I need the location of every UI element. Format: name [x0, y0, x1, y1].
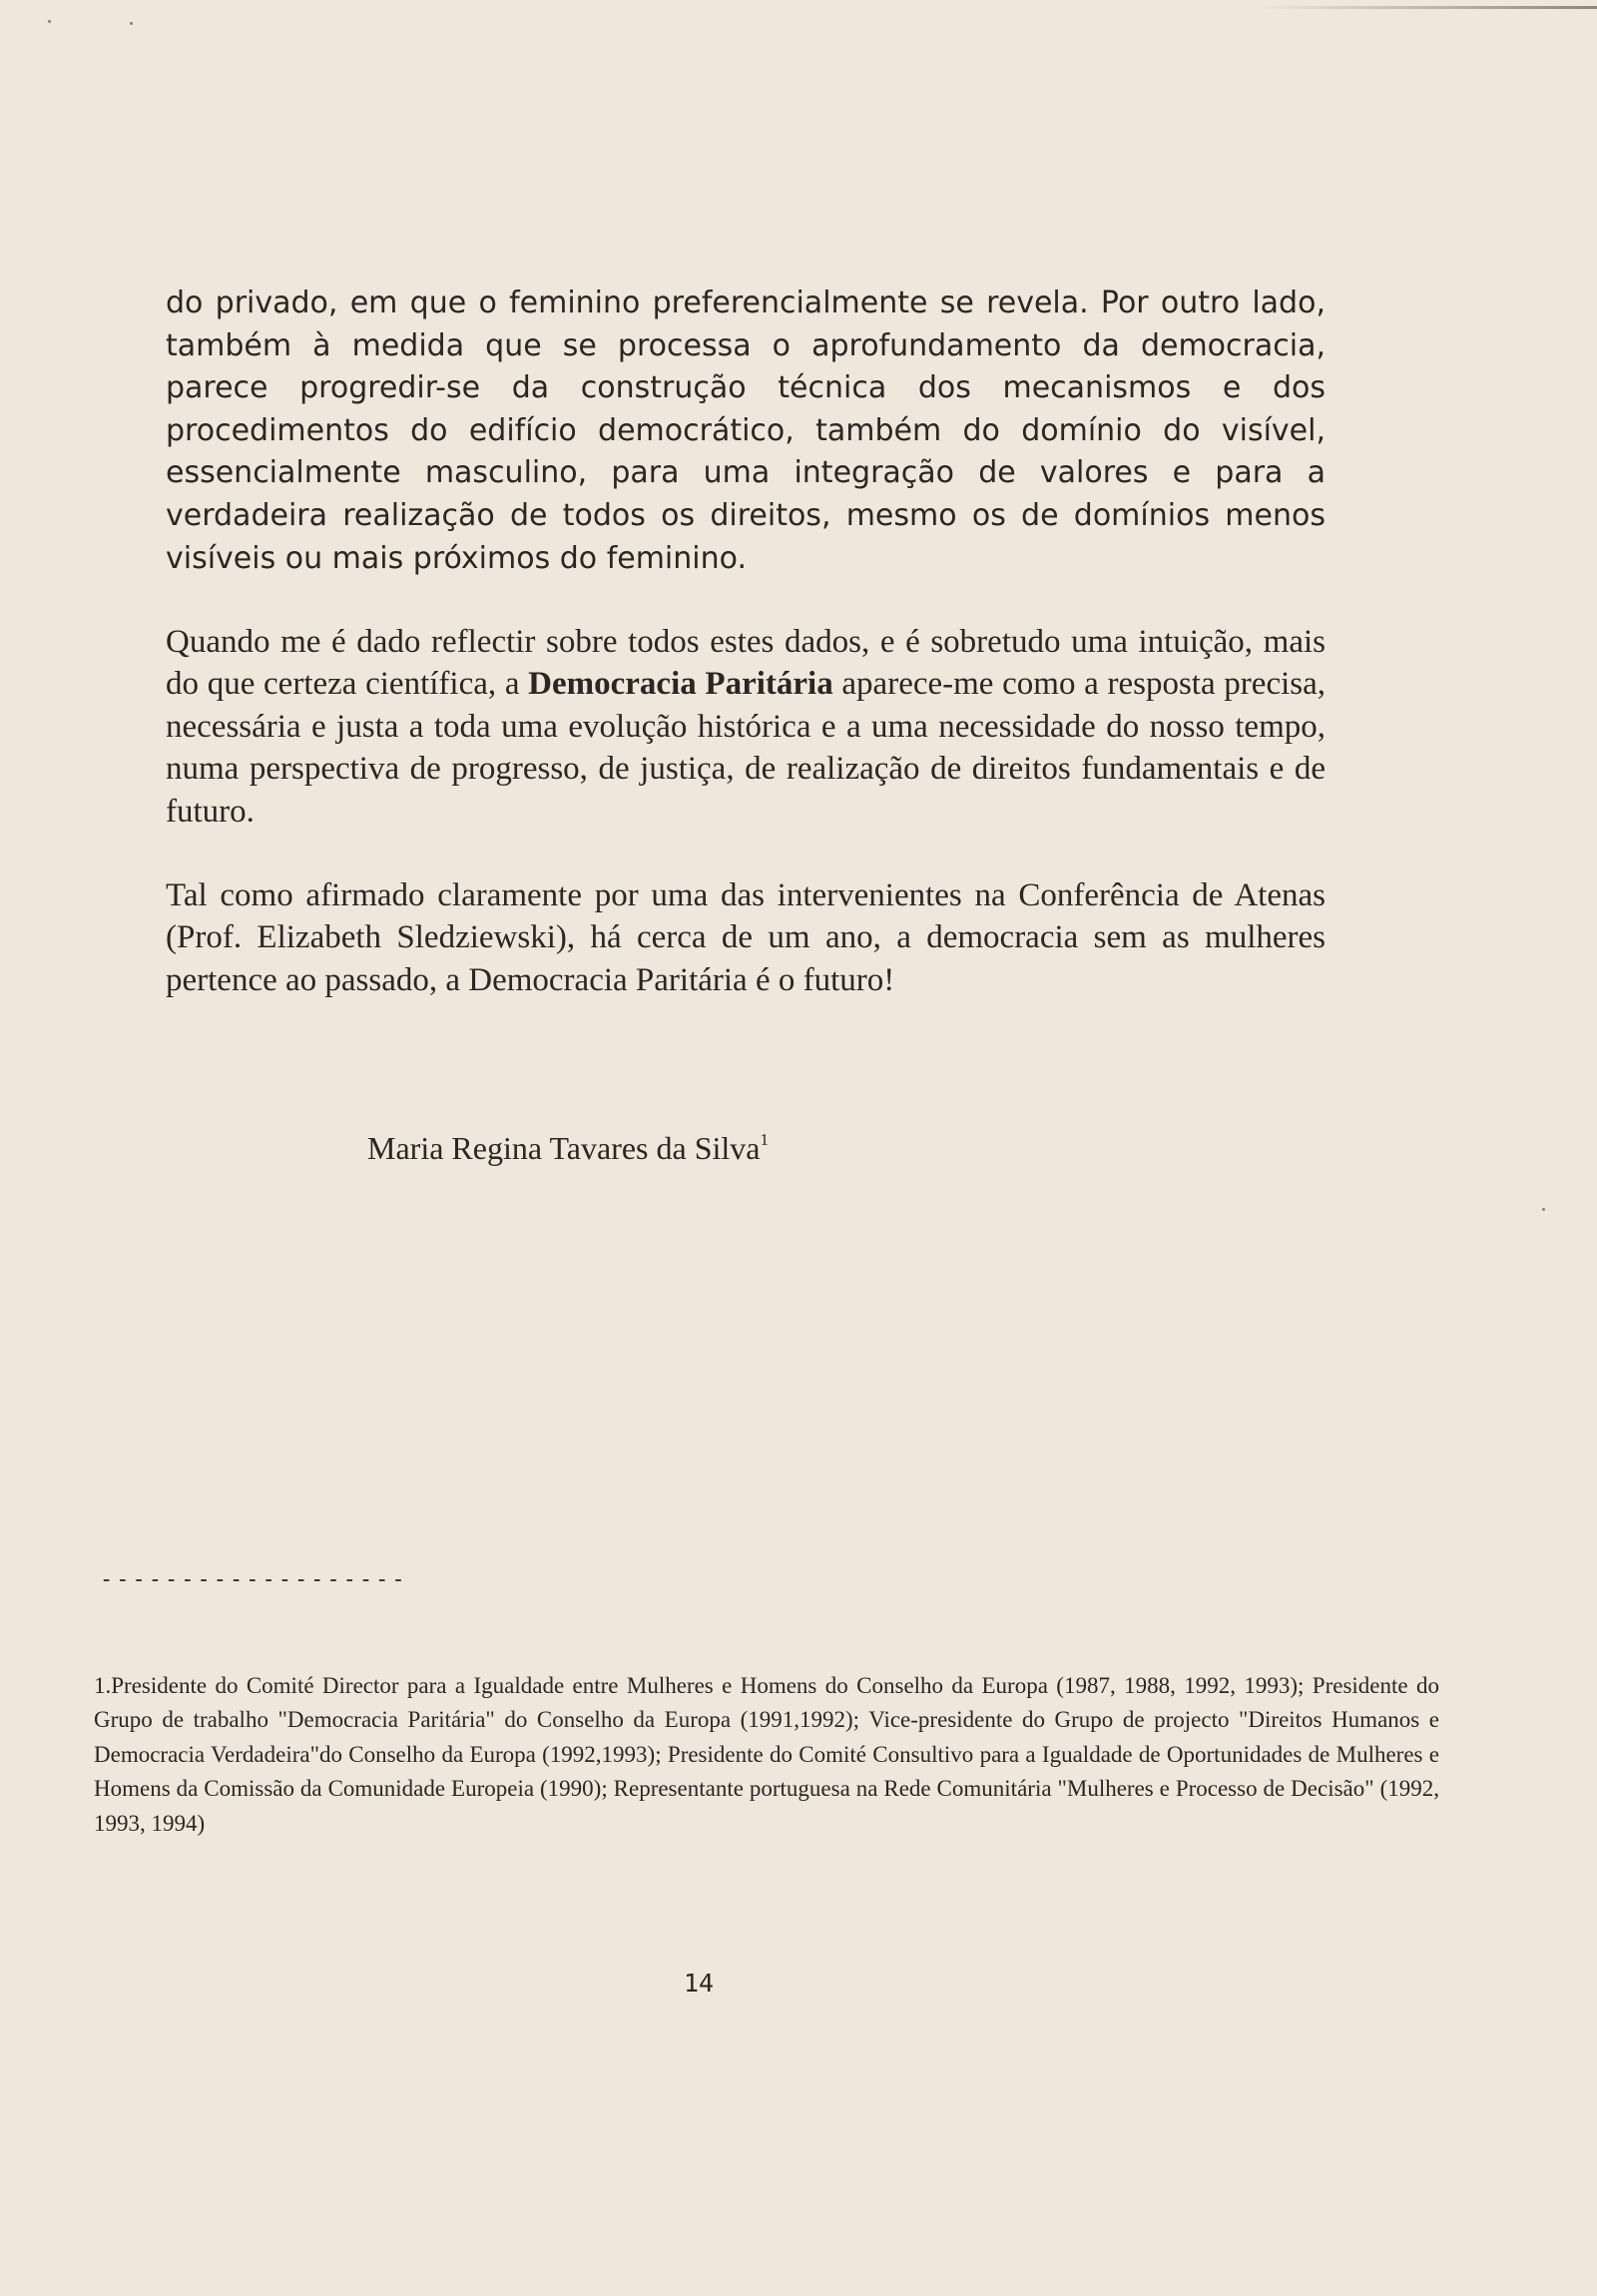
footnote-reference: 1 — [760, 1130, 769, 1149]
paragraph-2-text-end: aparece-me como a resposta precisa, necessária e justa a toda uma evolução histórica e a uma necessidade do nosso tempo, numa perspectiva de progresso, de justiça, de realização de direitos fundamentais e de futuro. — [166, 666, 1327, 830]
democracia-paritaria-emphasis: Democracia Paritária — [528, 666, 833, 703]
scan-speck — [1542, 1208, 1545, 1211]
scan-page-edge — [1258, 6, 1597, 9]
footnote-separator: ------------------- — [100, 1567, 408, 1592]
author-name: Maria Regina Tavares da Silva — [367, 1130, 761, 1166]
paragraph-2-text-start: Quando me é dado reflectir sobre todos estes dados, e é sobretudo uma intuição, mais do que certeza científica, a — [166, 624, 1326, 703]
scan-speck — [48, 20, 51, 23]
page-number: 14 — [683, 1969, 715, 1998]
paragraph-1: do privado, em que o feminino preferencialmente se revela. Por outro lado, também à medida que se processa o aprofundamento da democracia, parece progredir-se da construção técnica dos mecanismos e dos procedimentos do edifício democrático, também do domínio do visível, essencialmente masculino, para uma integração de valores e para a verdadeira realização de todos os direitos, mesmo os de domínios menos visíveis ou mais próximos do feminino. — [166, 286, 1326, 576]
scan-speck — [130, 22, 133, 25]
author-signature — [367, 1128, 769, 1168]
paragraph-2 — [166, 621, 1326, 833]
footnote-1: 1.Presidente do Comité Director para a Igualdade entre Mulheres e Homens do Conselho da Europa (1987, 1988, 1992, 1993); Presidente do Grupo de trabalho "Democracia Paritária" do Conselho da Europa (1991,1992); Vice-presidente do Grupo de projecto "Direitos Humanos e Democracia Verdadeira"do Conselho da Europa (1992,1993); Presidente do Comité Consultivo para a Igualdade de Oportunidades de Mulheres e Homens da Comissão da Comunidade Europeia (1990); Representante portuguesa na Rede Comunitária "Mulheres e Processo de Decisão" (1992, 1993, 1994) — [94, 1673, 1439, 1836]
paragraph-3: Tal como afirmado claramente por uma das intervenientes na Conferência de Atenas (Prof. Elizabeth Sledziewski), há cerca de um ano, a democracia sem as mulheres pertence ao passado, a Democracia Paritária é o futuro! — [166, 877, 1326, 998]
